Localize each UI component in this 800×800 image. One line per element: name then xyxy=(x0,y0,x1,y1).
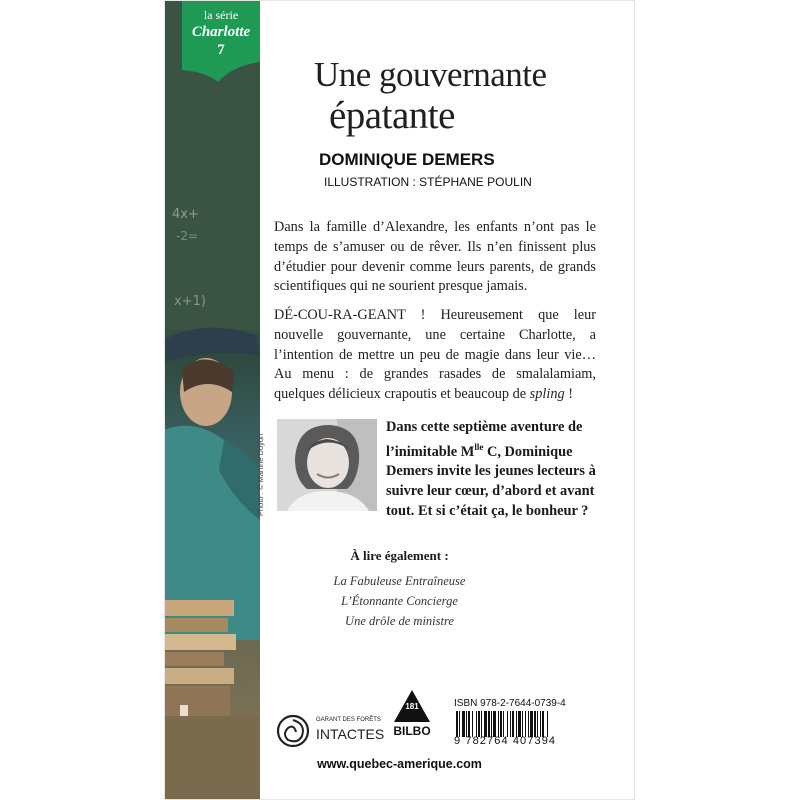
author-portrait xyxy=(277,419,377,511)
barcode-bar xyxy=(478,711,480,737)
barcode-bar xyxy=(512,711,514,737)
barcode-bar xyxy=(500,711,502,737)
barcode-bar xyxy=(537,711,538,737)
bilbo-name: BILBO xyxy=(393,724,431,738)
barcode-bar xyxy=(540,711,541,737)
forest-swirl-icon xyxy=(276,714,312,748)
barcode-bar xyxy=(493,711,496,737)
barcode-bar xyxy=(466,711,467,737)
bilbo-logo xyxy=(392,688,432,744)
barcode-bar xyxy=(507,711,508,737)
barcode-bar xyxy=(530,711,533,737)
series-badge xyxy=(182,0,260,90)
author-blurb xyxy=(386,418,598,522)
summary-text-end: ! xyxy=(564,386,573,403)
author-photo xyxy=(277,419,377,511)
barcode-number: 9 782764 407394 xyxy=(454,735,557,747)
summary-text: DÉ-COU-RA-GEANT ! Heureusement que leur nouvelle gouvernante, une certaine Charlotte, a l’intention de mettre un peu de magie dans leur vie… Au menu : de grandes rasades de smalalamiam, quelques délicieux crapoutis et beaucoup de xyxy=(274,307,596,403)
summary-paragraph-1: Dans la famille d’Alexandre, les enfants n’ont pas le temps de s’amuser ou de rêver. Ils n’en finissent plus d’étudier pour devenir comme leurs parents, de grands scientifiques qui ne sourient presque jamais. xyxy=(274,219,596,295)
barcode-bar xyxy=(459,711,460,737)
barcode-bar xyxy=(518,711,521,737)
barcode xyxy=(454,711,594,737)
summary-emphasis: spling xyxy=(529,386,565,403)
barcode-bar xyxy=(522,711,523,737)
barcode-bar xyxy=(542,711,544,737)
barcode-bar xyxy=(498,711,499,737)
bilbo-number: 181 xyxy=(405,702,419,711)
barcode-bar xyxy=(476,711,477,737)
barcode-bar xyxy=(528,711,529,737)
barcode-bar xyxy=(491,711,492,737)
svg-text:x+1): x+1) xyxy=(174,294,206,309)
book-back-cover xyxy=(164,0,635,800)
illustrator-credit: ILLUSTRATION : STÉPHANE POULIN xyxy=(324,175,532,189)
barcode-bar xyxy=(488,711,490,737)
garant-intactes: INTACTES xyxy=(316,726,385,742)
photo-credit: Photo : © Martine Doyon xyxy=(256,433,265,516)
publisher-website: www.quebec-amerique.com xyxy=(317,757,482,771)
barcode-bar xyxy=(472,711,473,737)
blurb-text-end: C, Dominique Demers invite les jeunes lecteurs à suivre leur cœur, d’abord et avant tout. Et si c’était ça, le bonheur ? xyxy=(386,443,596,519)
barcode-bar xyxy=(534,711,536,737)
svg-text:-2=: -2= xyxy=(176,229,199,243)
barcode-bar xyxy=(468,711,470,737)
cover-illustration-strip xyxy=(164,0,260,800)
illustration-artwork xyxy=(164,0,260,800)
badge-series-name: Charlotte xyxy=(191,24,251,40)
isbn-number: ISBN 978-2-7644-0739-4 xyxy=(454,698,566,709)
svg-text:4x+: 4x+ xyxy=(172,207,199,222)
barcode-bar xyxy=(547,711,548,737)
book-title-line-1: Une gouvernante xyxy=(314,55,547,94)
barcode-bar xyxy=(462,711,465,737)
barcode-bar xyxy=(525,711,526,737)
garant-label: GARANT DES FORÊTS xyxy=(316,717,381,723)
summary-paragraph-2 xyxy=(274,306,596,405)
book-title-line-2: épatante xyxy=(329,94,455,137)
also-read-book: L’Étonnante Concierge xyxy=(341,594,458,608)
blurb-superscript: lle xyxy=(474,441,484,452)
barcode-bar xyxy=(456,711,458,737)
barcode-bar xyxy=(510,711,511,737)
garant-forets-intactes-logo xyxy=(276,714,385,748)
barcode-bar xyxy=(503,711,504,737)
barcode-bar xyxy=(516,711,517,737)
barcode-bar xyxy=(481,711,482,737)
also-read-book: Une drôle de ministre xyxy=(345,614,454,628)
barcode-bar xyxy=(484,711,487,737)
badge-volume-number: 7 xyxy=(217,42,225,58)
blurb-text: Dans cette septième aventure de l’inimitable M xyxy=(386,419,583,460)
also-read-heading: À lire également : xyxy=(350,548,449,563)
badge-series-label: la série xyxy=(203,8,239,22)
author-name: DOMINIQUE DEMERS xyxy=(319,150,495,169)
also-read-book: La Fabuleuse Entraîneuse xyxy=(333,574,466,588)
